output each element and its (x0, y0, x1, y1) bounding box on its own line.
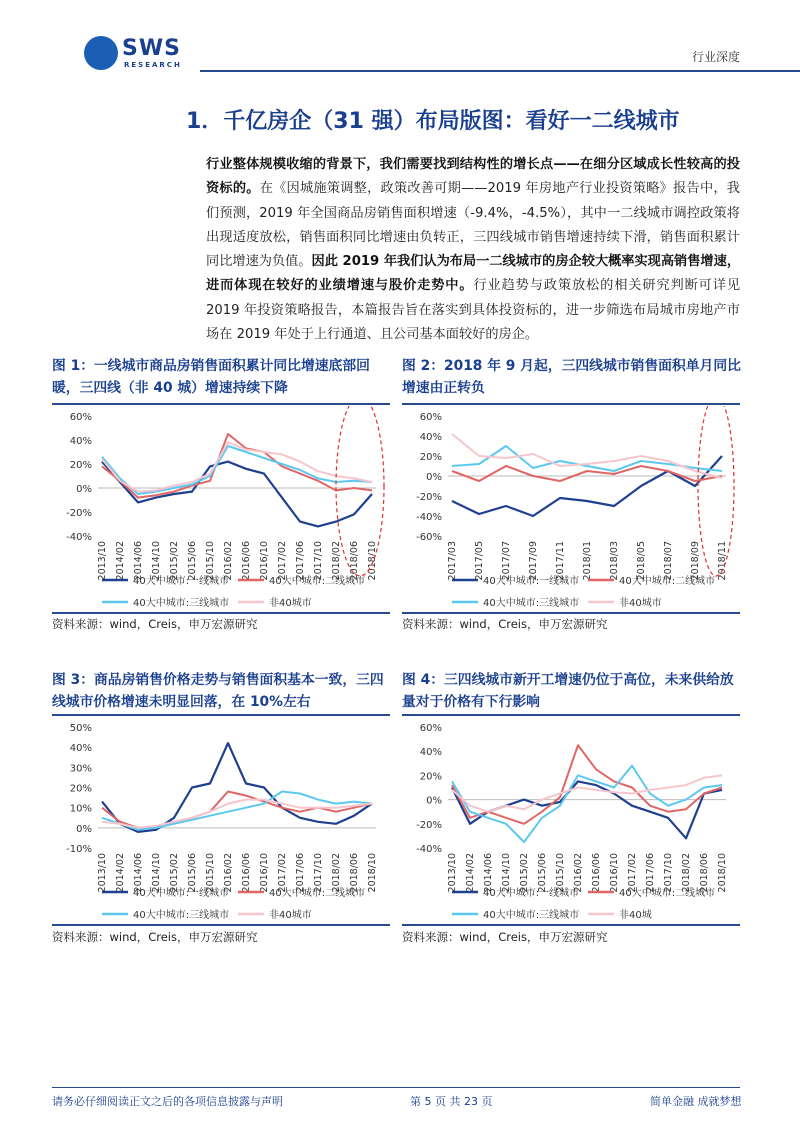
y-tick-label: -40% (66, 532, 92, 543)
x-tick-label: 2016/02 (223, 853, 234, 893)
y-tick-label: 20% (419, 452, 442, 463)
y-tick-label: 0% (426, 472, 442, 483)
x-tick-label: 2018/09 (690, 541, 701, 581)
y-tick-label: 40% (419, 432, 442, 443)
legend-label: 40大中城市:一线城市 (483, 576, 580, 587)
figure-3-top-rule (52, 714, 390, 716)
x-tick-label: 2014/06 (483, 853, 494, 893)
para-text-2: 行业趋势与政策放松的相关研究判断可详见 2019 年投资策略报告，本篇报告旨在落实到具体投资标的，进一步筛选布局城市房地产市场在 2019 年处于上行通道、且公司基本面较好的房企。 (206, 278, 741, 343)
legend-label: 40大中城市:三线城市 (483, 598, 580, 609)
x-tick-label: 2014/10 (151, 853, 162, 893)
highlight-ellipse (698, 406, 734, 576)
y-tick-label: 20% (419, 771, 442, 783)
figure-1-title: 图 1：一线城市商品房销售面积累计同比增速底部回暖，三四线（非 40 城）增速持续下降 (52, 358, 370, 396)
y-tick-label: 40% (69, 436, 92, 447)
legend-label: 40大中城市:三线城市 (133, 910, 230, 921)
figure-3-title: 图 3：商品房销售价格走势与销售面积基本一致，三四线城市价格增速未明显回落，在 10%左右 (52, 672, 384, 710)
series-line (452, 745, 722, 824)
y-tick-label: -40% (416, 512, 442, 523)
y-tick-label: 60% (419, 412, 442, 423)
figure-4-bottom-rule (402, 924, 740, 926)
x-tick-label: 2017/10 (663, 853, 674, 893)
series-line (452, 446, 722, 471)
figure-2-title: 图 2：2018 年 9 月起，三四线城市销售面积单月同比增速由正转负 (402, 358, 741, 396)
figure-3-bottom-rule (52, 924, 390, 926)
figure-1-source: 资料来源：wind，Creis，申万宏源研究 (52, 617, 258, 631)
legend-label: 40大中城市:一线城市 (133, 888, 230, 899)
x-tick-label: 2018/02 (331, 541, 342, 581)
legend-label: 非40城市 (269, 910, 312, 921)
figure-4-chart (402, 717, 740, 922)
x-tick-label: 2014/10 (151, 541, 162, 581)
x-tick-label: 2017/10 (313, 541, 324, 581)
x-tick-label: 2018/03 (609, 541, 620, 581)
legend-label: 非40城 (619, 910, 652, 921)
figure-1-chart (52, 406, 390, 610)
figure-3-source: 资料来源：wind，Creis，申万宏源研究 (52, 930, 258, 944)
x-tick-label: 2015/10 (555, 853, 566, 893)
footer-slogan: 简单金融 成就梦想 (650, 1095, 742, 1108)
x-tick-label: 2018/10 (367, 853, 378, 893)
x-tick-label: 2016/02 (223, 541, 234, 581)
y-tick-label: 60% (69, 412, 92, 423)
figure-2-bottom-rule (402, 612, 740, 614)
x-tick-label: 2018/02 (681, 853, 692, 893)
para-bold-intro: 行业整体规模收缩的背景下，我们需要找到结构性的增长点——在细分区域成长性较高的投资标的。 (206, 157, 740, 197)
figure-2-top-rule (402, 403, 740, 405)
x-tick-label: 2017/06 (295, 541, 306, 581)
footer-disclaimer: 请务必仔细阅读正文之后的各项信息披露与声明 (52, 1095, 283, 1108)
figure-2-chart (402, 406, 740, 610)
y-tick-label: -20% (416, 819, 442, 831)
x-tick-label: 2016/06 (241, 853, 252, 893)
x-tick-label: 2015/10 (205, 541, 216, 581)
x-tick-label: 2015/02 (169, 853, 180, 893)
footer-rule (52, 1087, 740, 1088)
y-tick-label: 60% (419, 723, 442, 734)
y-tick-label: 40% (419, 747, 442, 759)
figure-1-top-rule (52, 403, 390, 405)
x-tick-label: 2016/10 (259, 541, 270, 581)
x-tick-label: 2018/10 (717, 853, 728, 893)
legend-label: 非40城市 (269, 598, 312, 609)
y-tick-label: 50% (69, 723, 92, 734)
highlight-ellipse (336, 406, 384, 576)
legend-label: 40大中城市:三线城市 (483, 910, 580, 921)
y-tick-label: -20% (416, 492, 442, 503)
x-tick-label: 2017/06 (295, 853, 306, 893)
x-tick-label: 2017/06 (645, 853, 656, 893)
x-tick-label: 2017/07 (501, 541, 512, 581)
x-tick-label: 2018/02 (331, 853, 342, 893)
x-tick-label: 2016/06 (591, 853, 602, 893)
legend-label: 40大中城市:二线城市 (269, 576, 366, 587)
legend-label: 40大中城市:二线城市 (619, 576, 716, 587)
x-tick-label: 2013/10 (97, 853, 108, 893)
legend-label: 40大中城市:一线城市 (133, 576, 230, 587)
series-line (452, 775, 722, 811)
figure-3-chart (52, 717, 390, 922)
x-tick-label: 2013/10 (97, 541, 108, 581)
series-line (102, 446, 372, 494)
x-tick-label: 2017/02 (277, 853, 288, 893)
figure-4-source: 资料来源：wind，Creis，申万宏源研究 (402, 930, 608, 944)
x-tick-label: 2014/06 (133, 853, 144, 893)
x-tick-label: 2017/05 (474, 541, 485, 581)
x-tick-label: 2017/11 (555, 541, 566, 581)
x-tick-label: 2018/05 (636, 541, 647, 581)
y-tick-label: 0% (76, 484, 92, 495)
x-tick-label: 2017/09 (528, 541, 539, 581)
x-tick-label: 2014/10 (501, 853, 512, 893)
x-tick-label: 2017/03 (447, 541, 458, 581)
document-type: 行业深度 (691, 50, 740, 64)
y-tick-label: 20% (69, 783, 92, 795)
x-tick-label: 2014/06 (133, 541, 144, 581)
x-tick-label: 2014/02 (115, 541, 126, 581)
y-tick-label: -40% (416, 844, 442, 855)
header-rule (200, 70, 800, 72)
x-tick-label: 2016/02 (573, 853, 584, 893)
x-tick-label: 2016/10 (609, 853, 620, 893)
y-tick-label: 0% (426, 795, 442, 807)
x-tick-label: 2015/10 (205, 853, 216, 893)
y-tick-label: 10% (69, 803, 92, 815)
para-bold-mid: 因此 2019 年我们认为布局一二线城市的房企较大概率实现高销售增速，进而体现在较好的业绩增速与股价走势中。 (206, 254, 741, 294)
x-tick-label: 2018/10 (367, 541, 378, 581)
section-title: 1．千亿房企（31 强）布局版图：看好一二线城市 (186, 109, 680, 134)
x-tick-label: 2016/10 (259, 853, 270, 893)
footer-page-number: 第 5 页 共 23 页 (410, 1095, 493, 1108)
y-tick-label: -20% (66, 508, 92, 519)
x-tick-label: 2017/02 (627, 853, 638, 893)
x-tick-label: 2017/02 (277, 541, 288, 581)
sws-logo-icon (84, 36, 118, 70)
x-tick-label: 2015/02 (519, 853, 530, 893)
para-text-1: 在《因城施策调整，政策改善可期——2019 年房地产行业投资策略》报告中，我们预测，2019 年全国商品房销售面积增速（-9.4%，-4.5%），其中一二线城市调控政策将出现适度放松，销售面积同比增速由负转正，三四线城市销售增速持续下滑，销售面积累计同比增速为负值。 (206, 181, 740, 270)
y-tick-label: 30% (69, 763, 92, 775)
y-tick-label: 20% (69, 460, 92, 471)
x-tick-label: 2018/06 (699, 853, 710, 893)
series-line (102, 743, 372, 832)
y-tick-label: 0% (76, 823, 92, 835)
legend-label: 40大中城市:二线城市 (269, 888, 366, 899)
y-tick-label: -10% (66, 844, 92, 855)
x-tick-label: 2018/06 (349, 853, 360, 893)
x-tick-label: 2014/02 (115, 853, 126, 893)
x-tick-label: 2018/07 (663, 541, 674, 581)
x-tick-label: 2018/11 (717, 541, 728, 581)
figure-4-top-rule (402, 714, 740, 716)
figure-4-title: 图 4：三四线城市新开工增速仍位于高位，未来供给放量对于价格有下行影响 (402, 672, 734, 710)
x-tick-label: 2018/06 (349, 541, 360, 581)
x-tick-label: 2016/06 (241, 541, 252, 581)
x-tick-label: 2015/06 (537, 853, 548, 893)
legend-label: 40大中城市:二线城市 (619, 888, 716, 899)
figure-2-source: 资料来源：wind，Creis，申万宏源研究 (402, 617, 608, 631)
x-tick-label: 2013/10 (447, 853, 458, 893)
legend-label: 非40城市 (619, 598, 662, 609)
logo-subtext: RESEARCH (124, 61, 182, 69)
x-tick-label: 2015/02 (169, 541, 180, 581)
figure-1-bottom-rule (52, 612, 390, 614)
x-tick-label: 2015/06 (187, 853, 198, 893)
body-paragraph (206, 153, 740, 347)
series-line (452, 766, 722, 842)
y-tick-label: -60% (416, 532, 442, 543)
x-tick-label: 2017/10 (313, 853, 324, 893)
legend-label: 40大中城市:三线城市 (133, 598, 230, 609)
x-tick-label: 2014/02 (465, 853, 476, 893)
legend-label: 40大中城市:一线城市 (483, 888, 580, 899)
x-tick-label: 2015/06 (187, 541, 198, 581)
y-tick-label: 40% (69, 743, 92, 755)
x-tick-label: 2018/01 (582, 541, 593, 581)
logo-text: SWS (122, 36, 181, 61)
